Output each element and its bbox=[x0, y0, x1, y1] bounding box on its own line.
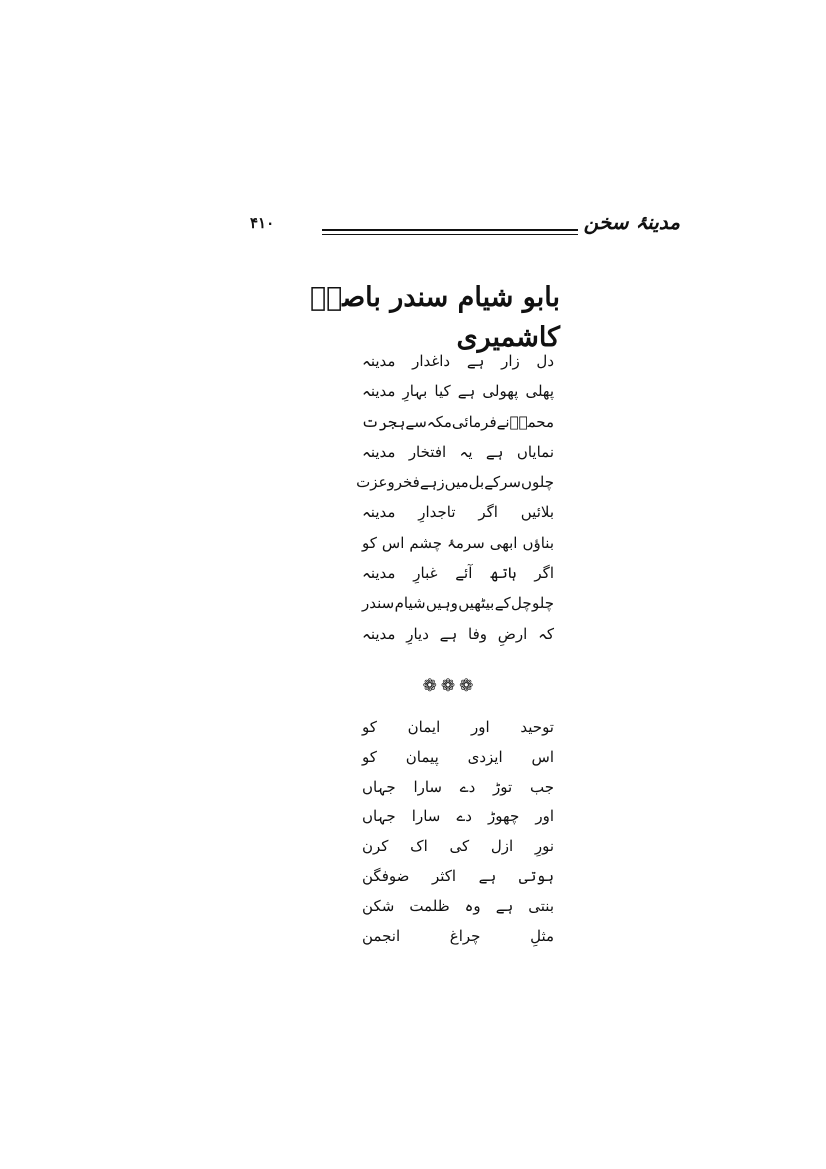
verse-word: شیام bbox=[394, 594, 426, 613]
verse-line bbox=[362, 772, 554, 802]
verse-word: میں bbox=[444, 473, 469, 492]
verse-word: پھولی bbox=[482, 382, 519, 401]
verse-word: کرن bbox=[362, 837, 389, 856]
verse-word: افتخار bbox=[408, 442, 447, 461]
verse-word: دے bbox=[459, 777, 476, 796]
verse-word: اس bbox=[381, 533, 405, 552]
verse-word: اگر bbox=[534, 564, 554, 583]
verse-word: توحید bbox=[520, 718, 554, 736]
verse-word: مدینہ bbox=[362, 442, 396, 461]
verse-line bbox=[362, 921, 554, 951]
verse-line bbox=[362, 346, 554, 376]
verse-line bbox=[362, 407, 554, 437]
poem-two bbox=[362, 712, 554, 950]
verse-word: کو bbox=[362, 533, 377, 552]
verse-word: مدینہ bbox=[362, 564, 396, 583]
verse-word: زار bbox=[501, 352, 520, 370]
verse-word: بلائیں bbox=[520, 503, 554, 522]
verse-line bbox=[362, 588, 554, 618]
verse-word: ازل bbox=[490, 837, 514, 856]
page-header bbox=[250, 210, 680, 246]
verse-word: چراغ bbox=[449, 926, 481, 945]
verse-word: اس bbox=[531, 747, 554, 766]
verse-word: ہے bbox=[457, 382, 476, 401]
verse-word: سارا bbox=[411, 807, 441, 826]
verse-word: ارضِ bbox=[497, 624, 528, 643]
verse-word: کو bbox=[362, 747, 377, 766]
verse-word: وہ bbox=[464, 896, 481, 915]
verse-word: سندر bbox=[362, 594, 395, 613]
verse-word: سارا bbox=[413, 777, 442, 796]
verse-line bbox=[362, 619, 554, 649]
verse-word: کیا bbox=[434, 382, 451, 401]
verse-word: ظلمت bbox=[409, 896, 450, 915]
verse-word: و bbox=[387, 473, 395, 492]
verse-word: سر bbox=[500, 473, 521, 492]
verse-line bbox=[356, 467, 554, 497]
verse-word: ہے bbox=[439, 624, 458, 643]
verse-word: بہارِ bbox=[402, 382, 428, 401]
verse-word: ایمان bbox=[407, 718, 441, 736]
verse-word: اکثر bbox=[431, 866, 457, 885]
verse-word: مدینہ bbox=[362, 624, 396, 643]
verse-word: تاجدارِ bbox=[418, 503, 456, 522]
verse-word: کے bbox=[494, 594, 511, 613]
verse-word: دل bbox=[536, 352, 554, 370]
verse-word: کی bbox=[449, 837, 470, 856]
verse-word: محمدؐ bbox=[509, 412, 554, 431]
verse-word: کہ bbox=[538, 624, 554, 643]
verse-word: زہے bbox=[419, 473, 445, 492]
verse-word: نمایاں bbox=[516, 442, 554, 461]
verse-word: ہے bbox=[466, 352, 485, 370]
verse-word: مثلِ bbox=[530, 926, 554, 945]
poem-title: بابو شیام سندر باصرؔ کاشمیری bbox=[309, 282, 560, 353]
verse-word: انجمن bbox=[362, 926, 401, 945]
verse-word: بل bbox=[468, 473, 485, 492]
verse-line bbox=[362, 497, 554, 527]
running-title: مدینۂ سخن bbox=[583, 210, 680, 234]
page-number: ۴۱۰ bbox=[250, 214, 275, 232]
verse-line bbox=[362, 861, 554, 891]
verse-word: سرمۂ bbox=[447, 533, 485, 552]
verse-word: نے bbox=[496, 412, 510, 431]
header-rule-bottom bbox=[322, 234, 578, 235]
verse-line bbox=[362, 558, 554, 588]
verse-word: چھوڑ bbox=[488, 807, 520, 826]
verse-word: بناؤں bbox=[522, 533, 554, 552]
verse-word: مدینہ bbox=[362, 503, 396, 522]
verse-line bbox=[362, 742, 554, 772]
section-divider-ornament: ❁❁❁ bbox=[422, 676, 478, 696]
verse-word: آئے bbox=[455, 564, 473, 583]
verse-word: بنتی bbox=[528, 896, 554, 915]
verse-word: ہجرت bbox=[361, 412, 406, 431]
verse-word: بیٹھیں bbox=[458, 594, 495, 613]
verse-line bbox=[362, 712, 554, 742]
verse-word: اور bbox=[535, 807, 554, 826]
verse-word: وفا bbox=[468, 624, 487, 643]
verse-word: کو bbox=[362, 718, 377, 736]
verse-word: ہوتی bbox=[518, 866, 554, 885]
verse-word: ضوفگن bbox=[362, 866, 410, 885]
verse-word: توڑ bbox=[493, 777, 513, 796]
verse-word: ہاتھ bbox=[490, 564, 517, 583]
verse-word: دے bbox=[456, 807, 472, 826]
verse-word: داغدار bbox=[412, 352, 451, 370]
verse-line bbox=[362, 437, 554, 467]
verse-word: پیمان bbox=[405, 747, 439, 766]
poem-one bbox=[356, 346, 554, 649]
verse-word: فخر bbox=[394, 473, 420, 492]
verse-word: عزت bbox=[356, 473, 388, 492]
verse-word: سے bbox=[405, 412, 427, 431]
verse-word: ہے bbox=[495, 896, 514, 915]
verse-line bbox=[362, 831, 554, 861]
verse-word: فرمائی bbox=[451, 412, 497, 431]
verse-word: ابھی bbox=[489, 533, 518, 552]
verse-word: چلوں bbox=[520, 473, 554, 492]
verse-word: نورِ bbox=[534, 837, 554, 856]
verse-word: شکن bbox=[362, 896, 395, 915]
verse-line bbox=[362, 801, 554, 831]
verse-word: ہے bbox=[478, 866, 497, 885]
verse-word: چشم bbox=[409, 533, 443, 552]
verse-word: جب bbox=[529, 777, 554, 796]
verse-word: مکہ bbox=[426, 412, 452, 431]
verse-word: جہاں bbox=[362, 807, 396, 826]
verse-word: مدینہ bbox=[362, 382, 396, 401]
verse-word: اگر bbox=[478, 503, 498, 522]
verse-word: ہے bbox=[485, 442, 504, 461]
verse-word: مدینہ bbox=[362, 352, 396, 370]
verse-word: یہ bbox=[459, 442, 473, 461]
verse-word: ایزدی bbox=[467, 747, 503, 766]
header-rule-top bbox=[322, 229, 578, 231]
verse-word: وہیں bbox=[425, 594, 458, 613]
verse-word: اور bbox=[471, 718, 490, 736]
verse-word: کے bbox=[484, 473, 501, 492]
verse-line bbox=[362, 891, 554, 921]
verse-word: اک bbox=[410, 837, 428, 856]
verse-line bbox=[362, 376, 554, 406]
verse-word: دیارِ bbox=[406, 624, 429, 643]
verse-word: چل bbox=[511, 594, 532, 613]
verse-word: پھلی bbox=[525, 382, 554, 401]
verse-line bbox=[362, 528, 554, 558]
verse-word: چلو bbox=[532, 594, 554, 613]
verse-word: جہاں bbox=[362, 777, 396, 796]
verse-word: غبارِ bbox=[413, 564, 438, 583]
